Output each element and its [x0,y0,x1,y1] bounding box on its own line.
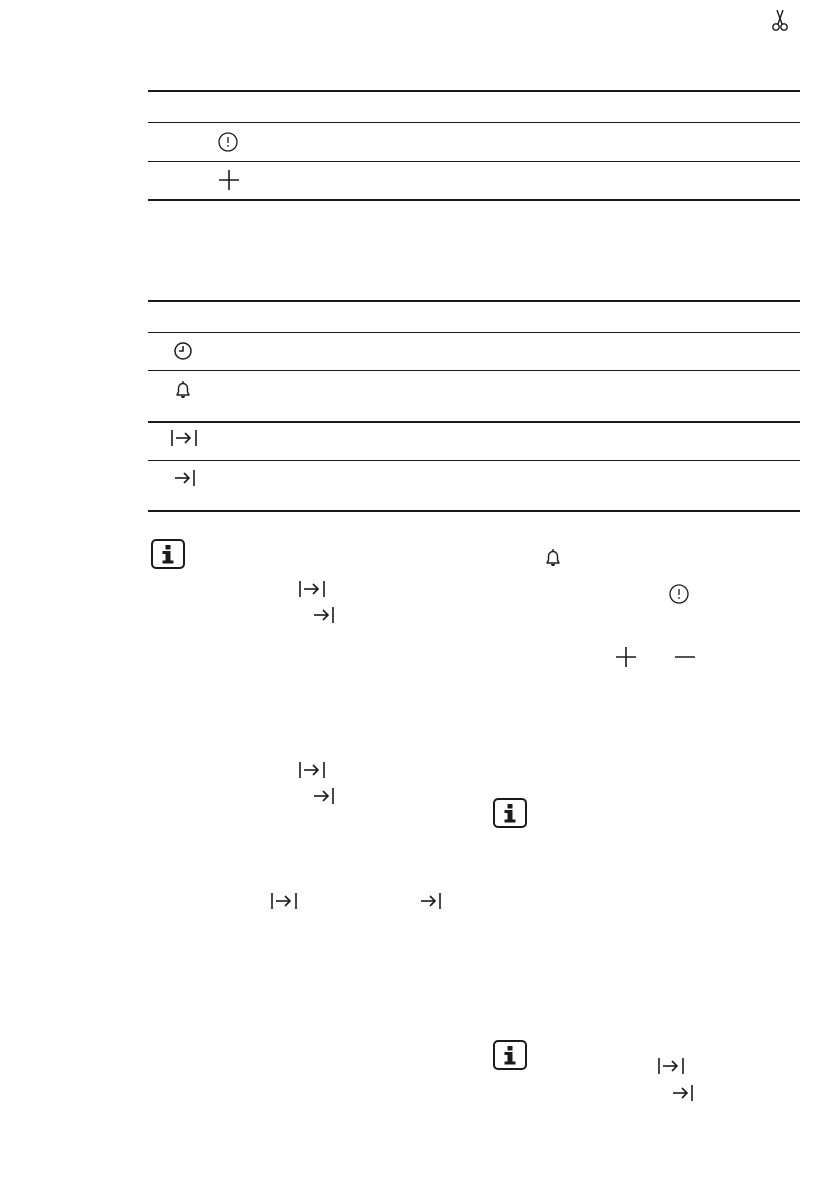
bell-icon [173,379,193,401]
end-time-icon [312,605,336,625]
info-icon [493,1040,527,1070]
duration-icon [298,760,326,780]
table-2-bottom-rule [148,510,800,512]
plus-icon [218,169,240,191]
end-time-icon [671,1083,695,1103]
duration-icon [170,428,198,448]
table-1-bottom-rule [148,199,800,201]
plus-icon [615,646,637,668]
duration-icon [270,891,298,911]
bell-icon [543,547,563,569]
end-time-icon [312,786,336,806]
table-2-row-rule [148,370,800,371]
table-2-row-rule [148,460,800,461]
clock-icon [173,341,193,361]
table-2-top-rule [148,300,800,302]
clock-circle-icon [217,131,239,153]
duration-icon [657,1056,685,1076]
table-1-header-rule [148,122,800,123]
info-icon [493,798,527,828]
table-1-row-rule [148,161,800,162]
scissors-icon [771,10,789,32]
table-2-header-rule [148,332,800,333]
duration-icon [298,579,326,599]
end-time-icon [173,468,197,488]
clock-circle-icon [668,583,690,605]
table-2-row-rule [148,421,800,423]
end-time-icon [419,891,443,911]
minus-icon [674,646,696,668]
info-icon [151,539,185,569]
table-1-top-rule [148,90,800,92]
